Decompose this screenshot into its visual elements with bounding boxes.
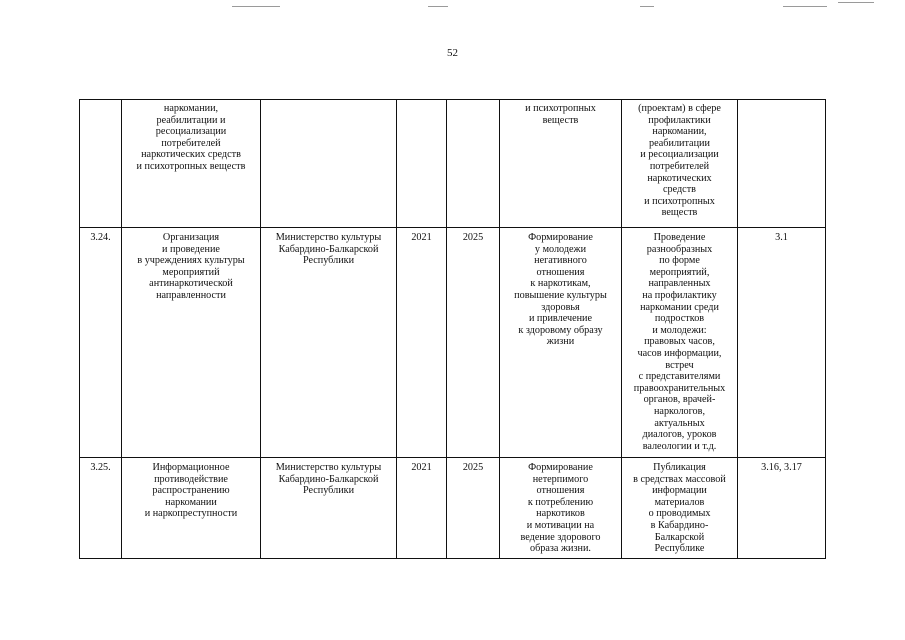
cell-start-year — [397, 100, 447, 228]
cell-link: 3.1 — [738, 228, 826, 458]
table-row-3-24 — [80, 228, 826, 458]
cell-executor — [261, 100, 397, 228]
page-number: 52 — [447, 47, 458, 59]
cell-link — [738, 100, 826, 228]
table-row-3-25 — [80, 458, 826, 559]
cell-content: Публикация в средствах массовой информации материалов о проводимых в Кабардино- Балкарской Республике — [622, 458, 738, 559]
cell-number — [80, 100, 122, 228]
cell-content: Проведение разнообразных по форме мероприятий, направленных на профилактику наркомании среди подростков и молодежи: правовых часов, часов информации, встреч с представителями правоохранительных органов, врачей- наркологов, актуальных диалогов, уроков валеологии и т.д. — [622, 228, 738, 458]
cell-start-year: 2021 — [397, 228, 447, 458]
program-measures-table — [79, 99, 826, 559]
cell-number: 3.25. — [80, 458, 122, 559]
cell-expected-result: Формирование у молодежи негативного отношения к наркотикам, повышение культуры здоровья и привлечение к здоровому образу жизни — [500, 228, 622, 458]
cell-start-year: 2021 — [397, 458, 447, 559]
cell-measure-name: Информационное противодействие распространению наркомании и наркопреступности — [122, 458, 261, 559]
scan-artifact-line — [838, 2, 874, 3]
cell-expected-result: Формирование нетерпимого отношения к потреблению наркотиков и мотивации на ведение здорового образа жизни. — [500, 458, 622, 559]
cell-executor: Министерство культуры Кабардино-Балкарской Республики — [261, 458, 397, 559]
cell-end-year — [447, 100, 500, 228]
scan-artifact-line — [640, 6, 654, 7]
scan-artifact-line — [428, 6, 448, 7]
cell-end-year: 2025 — [447, 228, 500, 458]
cell-measure-name: наркомании, реабилитации и ресоциализации потребителей наркотических средств и психотропных веществ — [122, 100, 261, 228]
scan-artifact-line — [783, 6, 827, 7]
cell-content: (проектам) в сфере профилактики наркомании, реабилитации и ресоциализации потребителей наркотических средств и психотропных веществ — [622, 100, 738, 228]
scan-artifact-line — [232, 6, 280, 7]
cell-link: 3.16, 3.17 — [738, 458, 826, 559]
cell-executor: Министерство культуры Кабардино-Балкарской Республики — [261, 228, 397, 458]
table-row-continuation — [80, 100, 826, 228]
cell-number: 3.24. — [80, 228, 122, 458]
cell-expected-result: и психотропных веществ — [500, 100, 622, 228]
cell-end-year: 2025 — [447, 458, 500, 559]
cell-measure-name: Организация и проведение в учреждениях культуры мероприятий антинаркотической направленности — [122, 228, 261, 458]
